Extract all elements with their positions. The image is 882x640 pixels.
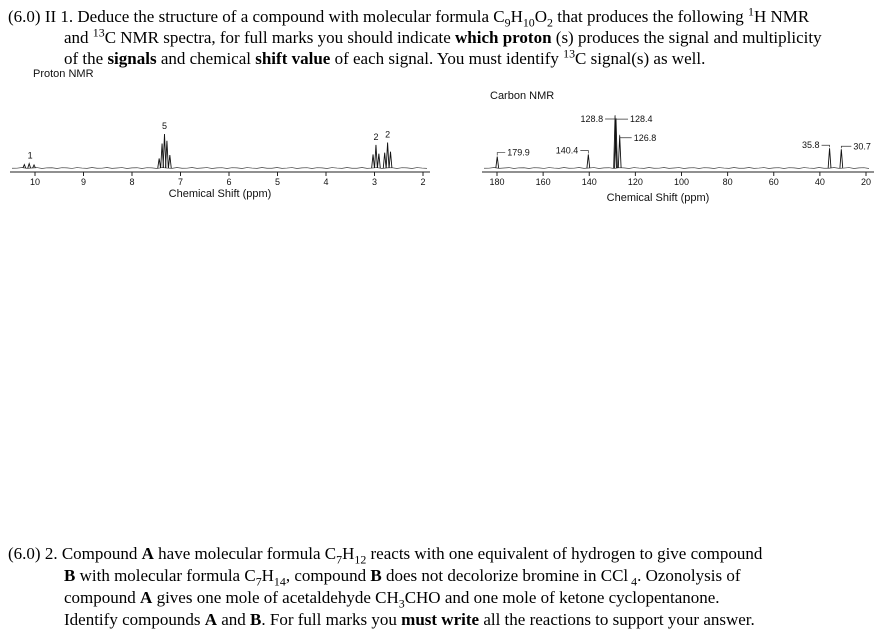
peak-line — [375, 145, 378, 168]
tick-label: 20 — [860, 177, 872, 187]
peak-line — [166, 141, 169, 168]
peak-integration-label: 2 — [385, 129, 391, 140]
label-connector — [616, 118, 628, 119]
peak-line — [372, 154, 375, 168]
tick-label: 4 — [323, 177, 329, 187]
proton-nmr-plot — [8, 84, 432, 188]
text-line: (6.0) II 1. Deduce the structure of a compound with molecular formula $C_9H_{10}O_2$ that produces the following $^1$H NMR — [8, 4, 810, 30]
question-1-block — [8, 6, 880, 69]
label-connector — [605, 115, 615, 119]
text-line: and $^{13}$C NMR spectra, for full marks you should indicate which proton (s) produces the signal and multiplicity — [64, 25, 822, 47]
tick-label: 9 — [80, 177, 87, 187]
peak-integration-label: 2 — [373, 131, 379, 142]
peak-line — [386, 143, 389, 169]
peak-shift-label: 179.9 — [507, 147, 530, 158]
peak-line — [587, 154, 590, 168]
proton-nmr-section — [8, 68, 432, 200]
tick-label: 140 — [581, 177, 597, 187]
proton-nmr-title: Proton NMR — [33, 68, 94, 80]
peak-line — [158, 158, 161, 168]
baseline-trace — [484, 168, 869, 169]
tick-label: 10 — [29, 177, 41, 187]
text-line: Identify compounds A and B. For full marks you must write all the reactions to support your answer. — [64, 610, 755, 629]
label-connector — [620, 135, 632, 138]
tick-label: 6 — [226, 177, 232, 187]
label-connector — [497, 153, 505, 156]
peak-line — [23, 165, 26, 168]
peak-line — [389, 152, 392, 168]
peak-line — [28, 164, 31, 168]
tick-label: 180 — [489, 177, 505, 187]
text-line: B with molecular formula $C_7H_{14}$, compound B does not decolorize bromine in CCl $_4$. Ozonolysis of — [64, 566, 741, 589]
peak-line — [383, 153, 386, 168]
tick-label: 120 — [627, 177, 643, 187]
peak-line — [840, 149, 843, 168]
peak-shift-label: 35.8 — [802, 140, 820, 151]
tick-label: 100 — [673, 177, 690, 187]
text-line: of the signals and chemical shift value of each signal. You must identify $^{13}$C signal(s) as well. — [64, 46, 706, 68]
peak-line — [377, 154, 380, 168]
tick-label: 8 — [129, 177, 135, 187]
proton-xaxis-label: Chemical Shift (ppm) — [168, 188, 272, 200]
tick-label: 160 — [535, 177, 551, 187]
tick-label: 3 — [371, 177, 378, 187]
peak-shift-label: 128.8 — [580, 114, 604, 124]
peak-shift-label: 140.4 — [555, 145, 579, 156]
carbon-xaxis-label: Chemical Shift (ppm) — [606, 192, 710, 204]
peak-shift-label: 30.7 — [853, 141, 871, 152]
peak-shift-label: 128.4 — [630, 114, 653, 125]
question-2-block — [8, 543, 880, 631]
label-connector — [841, 146, 851, 148]
text-line: (6.0) 2. Compound A have molecular formula $C_7H_{12}$ reacts with one equivalent of hydrogen to give compound — [8, 544, 763, 567]
tick-label: 80 — [722, 177, 733, 187]
tick-label: 7 — [177, 177, 184, 187]
peak-line — [168, 155, 171, 168]
peak-integration-label: 5 — [161, 121, 168, 131]
label-connector — [580, 150, 588, 153]
tick-label: 40 — [814, 177, 825, 187]
peak-integration-label: 1 — [27, 150, 33, 161]
tick-label: 2 — [420, 177, 426, 187]
tick-label: 5 — [274, 177, 281, 187]
peak-line — [828, 148, 831, 168]
baseline-trace — [12, 168, 427, 169]
carbon-nmr-section — [480, 90, 876, 204]
carbon-nmr-plot — [480, 106, 876, 192]
label-connector — [822, 145, 830, 147]
peak-line — [618, 136, 621, 168]
carbon-nmr-title: Carbon NMR — [490, 90, 555, 102]
text-line: compound A gives one mole of acetaldehyde $CH_3CHO$ and one mole of ketone cyclopentanone. — [64, 588, 720, 611]
peak-line — [496, 157, 499, 168]
peak-shift-label: 126.8 — [633, 132, 657, 143]
tick-label: 60 — [768, 177, 779, 187]
